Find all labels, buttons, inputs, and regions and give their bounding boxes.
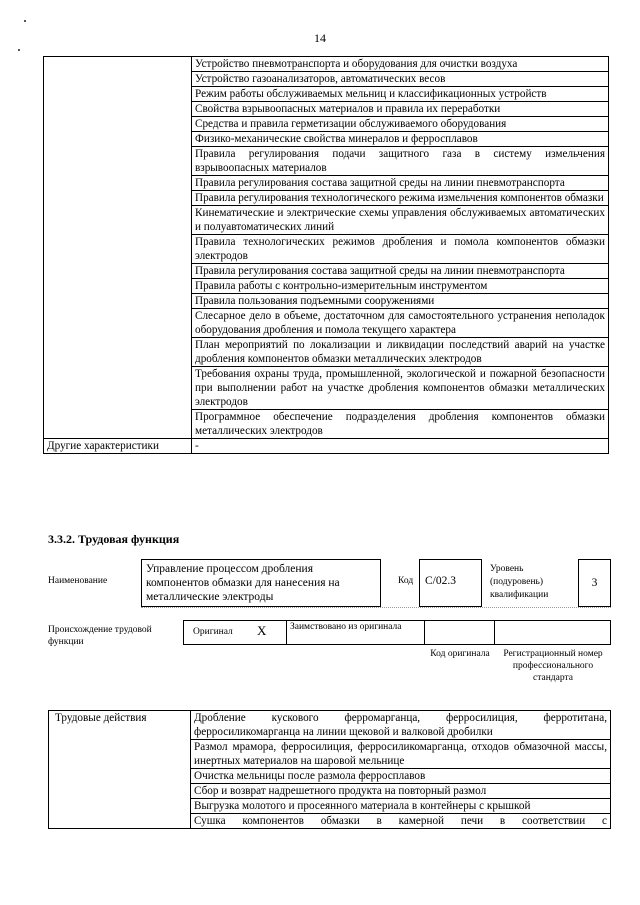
borrowed-label: Заимствовано из оригинала <box>290 622 402 632</box>
page-number: 14 <box>314 31 326 45</box>
knowledge-item: Слесарное дело в объеме, достаточном для самостоятельного устранения неполадок оборудования дробления и помола текущего характера <box>192 309 609 338</box>
action-item: Выгрузка молотого и просеянного материала в контейнеры с крышкой <box>191 799 611 814</box>
knowledge-item: Правила регулирования состава защитной среды на линии пневмотранспорта <box>192 264 609 279</box>
actions-table <box>48 710 611 829</box>
table-row <box>44 57 609 72</box>
knowledge-item: Требования охраны труда, промышленной, экологической и пожарной безопасности при выполнении работ на участке дробления компонентов обмазки металлических электродов <box>192 367 609 410</box>
table-row <box>44 439 609 454</box>
original-label: Оригинал <box>193 627 233 637</box>
action-item: Дробление кускового ферромарганца, ферросилиция, ферротитана, ферросиликомарганца на линии щековой и валковой дробилки <box>191 711 611 740</box>
divider <box>494 621 495 644</box>
knowledge-item: Устройство газоанализаторов, автоматических весов <box>192 72 609 87</box>
knowledge-item: Правила регулирования состава защитной среды на линии пневмотранспорта <box>192 176 609 191</box>
knowledge-item: Правила регулирования подачи защитного газа в систему измельчения взрывоопасных материалов <box>192 147 609 176</box>
origin-label: Происхождение трудовой функции <box>48 625 152 647</box>
function-name: Управление процессом дробления компонентов обмазки для нанесения на металлические электроды <box>146 563 340 603</box>
code-value: С/02.3 <box>425 575 456 587</box>
scan-mark <box>24 20 26 22</box>
knowledge-item: Правила технологических режимов дробления и помола компонентов обмазки электродов <box>192 235 609 264</box>
other-characteristics-label: Другие характеристики <box>44 439 192 454</box>
name-underline <box>141 607 611 608</box>
row-label-empty <box>44 57 192 439</box>
level-label: Уровень (подуровень) квалификации <box>490 564 549 600</box>
code-original-caption: Код оригинала <box>430 649 490 659</box>
name-label: Наименование <box>48 576 108 586</box>
knowledge-item: Устройство пневмотранспорта и оборудования для очистки воздуха <box>192 57 609 72</box>
code-label: Код <box>398 576 414 586</box>
section-title: 3.3.2. Трудовая функция <box>48 532 180 546</box>
action-item: Сушка компонентов обмазки в камерной печи в соответствии с <box>191 814 611 829</box>
original-mark: X <box>257 623 267 638</box>
code-box <box>419 559 482 607</box>
scan-mark <box>18 49 20 51</box>
other-characteristics-value: - <box>192 439 609 454</box>
level-value: 3 <box>591 577 598 589</box>
knowledge-item: План мероприятий по локализации и ликвидации последствий аварий на участке дробления компонентов обмазки металлических электродов <box>192 338 609 367</box>
knowledge-item: Средства и правила герметизации обслуживаемого оборудования <box>192 117 609 132</box>
knowledge-item: Программное обеспечение подразделения дробления компонентов обмазки металлических электродов <box>192 410 609 439</box>
knowledge-item: Режим работы обслуживаемых мельниц и классификационных устройств <box>192 87 609 102</box>
knowledge-item: Правила регулирования технологического режима измельчения компонентов обмазки <box>192 191 609 206</box>
knowledge-item: Правила работы с контрольно-измерительным инструментом <box>192 279 609 294</box>
divider <box>286 621 287 644</box>
action-item: Очистка мельницы после размола ферросплавов <box>191 769 611 784</box>
knowledge-item: Кинематические и электрические схемы управления обслуживаемых автоматических и полуавтоматических линий <box>192 206 609 235</box>
knowledge-item: Свойства взрывоопасных материалов и правила их переработки <box>192 102 609 117</box>
action-item: Размол мрамора, ферросилиция, ферросиликомарганца, отходов обмазочной массы, инертных материалов на шаровой мельнице <box>191 740 611 769</box>
knowledge-item: Правила пользования подъемными сооружениями <box>192 294 609 309</box>
knowledge-table <box>43 56 609 454</box>
divider <box>424 621 425 644</box>
registration-caption: Регистрационный номер профессионального стандарта <box>503 649 603 683</box>
action-item: Сбор и возврат надрешетного продукта на повторный размол <box>191 784 611 799</box>
table-row <box>49 711 611 740</box>
knowledge-item: Физико-механические свойства минералов и ферросплавов <box>192 132 609 147</box>
level-box <box>578 559 611 607</box>
actions-label: Трудовые действия <box>49 711 191 829</box>
function-name-box <box>141 559 381 607</box>
